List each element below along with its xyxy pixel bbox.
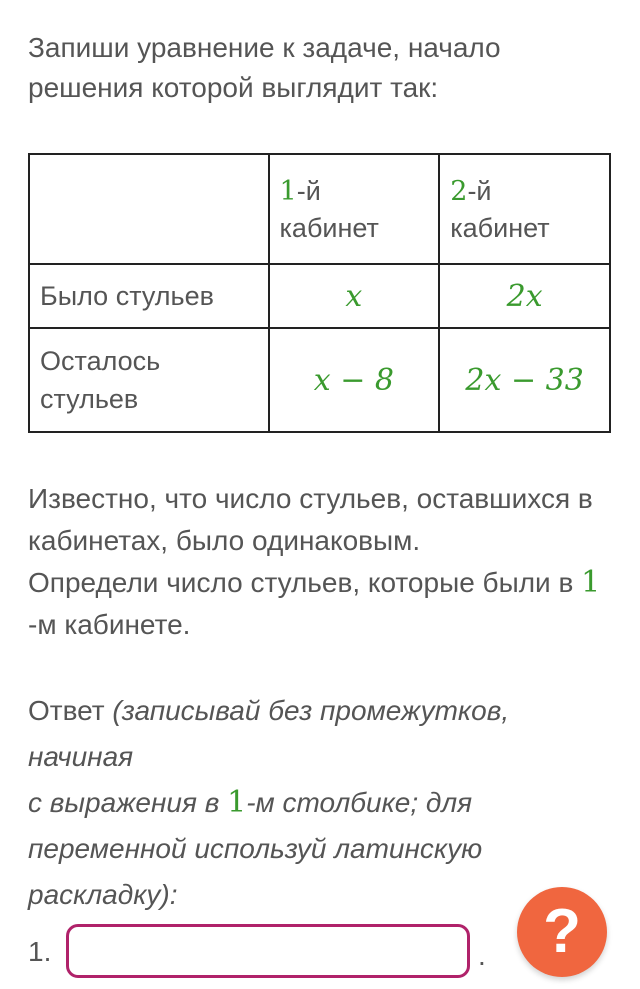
help-button[interactable] <box>517 887 607 977</box>
answer-input[interactable] <box>66 924 470 978</box>
condition-line: кабинетах, было одинаковым. <box>28 525 421 556</box>
header-word: кабинет <box>279 212 379 243</box>
table-row <box>29 264 610 328</box>
task-condition <box>28 478 613 646</box>
condition-line <box>28 562 613 604</box>
answer-prefix: Ответ <box>28 695 113 726</box>
condition-number: 1 <box>581 565 601 600</box>
task-intro <box>28 28 588 108</box>
task-table <box>28 153 611 433</box>
row-label <box>29 264 269 328</box>
cell-cabinet-1: x − 8 <box>269 328 440 432</box>
answer-hint: с выражения в <box>28 787 228 818</box>
cell-cabinet-2: 2x <box>439 264 610 328</box>
header-number: 1 <box>279 175 297 207</box>
header-number: 2 <box>450 175 468 207</box>
row-label <box>29 328 269 432</box>
answer-period: . <box>478 940 486 971</box>
answer-number-label: 1. <box>28 936 52 967</box>
intro-line: решения которой выглядит так: <box>28 72 439 103</box>
answer-line <box>28 688 613 780</box>
header-suffix: -й <box>467 175 492 206</box>
row-label-text: стульев <box>40 384 139 414</box>
answer-hint: -м столбике; для <box>246 787 473 818</box>
condition-line: Известно, что число стульев, оставшихся в <box>28 483 593 514</box>
row-label-text: Было стульев <box>40 281 214 311</box>
cell-cabinet-2: 2x − 33 <box>439 328 610 432</box>
cell-cabinet-1: x <box>269 264 440 328</box>
header-cabinet-2 <box>439 154 610 264</box>
answer-hint: переменной используй латинскую <box>28 833 483 864</box>
table-corner-cell <box>29 154 269 264</box>
table-header-row <box>29 154 610 264</box>
row-label-text: Осталось <box>40 346 161 376</box>
answer-hint: (записывай без промежутков, начиная <box>28 695 510 772</box>
question-mark-icon: ? <box>543 897 581 966</box>
answer-line <box>28 780 613 826</box>
condition-text: Определи число стульев, которые были в <box>28 567 582 598</box>
answer-instructions <box>28 688 613 918</box>
header-word: кабинет <box>450 212 550 243</box>
header-cabinet-1 <box>269 154 440 264</box>
intro-line: Запиши уравнение к задаче, начало <box>28 32 501 63</box>
answer-line <box>28 826 613 872</box>
answer-number: 1 <box>227 785 247 820</box>
table-row <box>29 328 610 432</box>
condition-line: -м кабинете. <box>28 609 191 640</box>
header-suffix: -й <box>296 175 321 206</box>
answer-hint: раскладку): <box>28 879 178 910</box>
